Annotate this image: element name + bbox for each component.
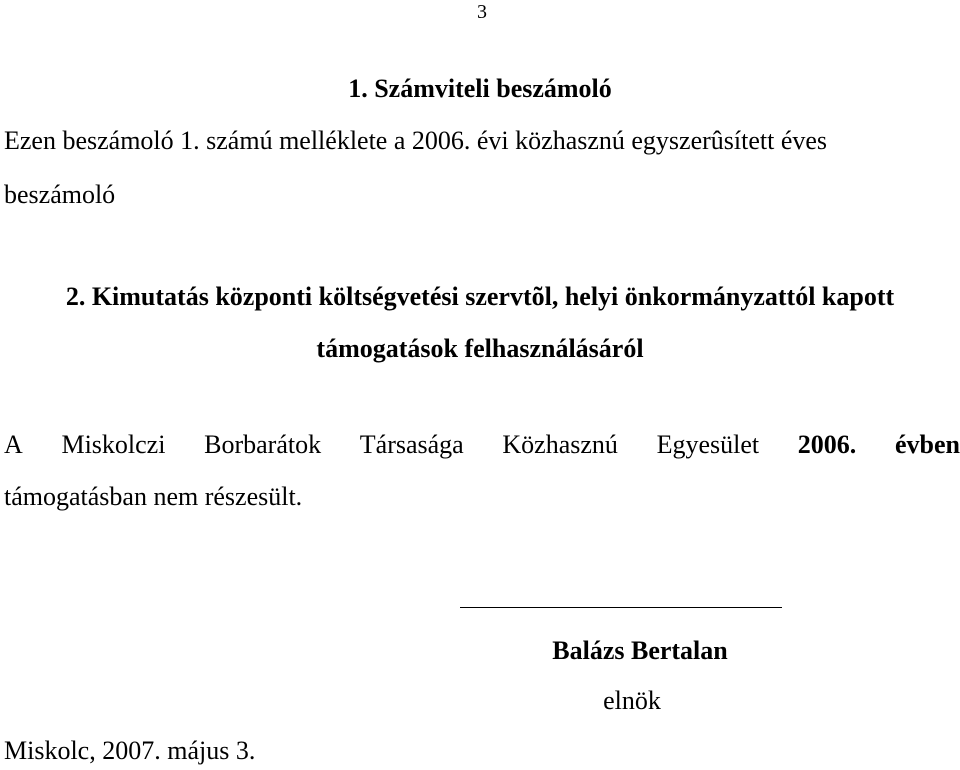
signatory-name: Balázs Bertalan bbox=[552, 636, 728, 665]
section-1-text-line-2: beszámoló bbox=[4, 180, 116, 209]
body-word: A bbox=[4, 430, 23, 459]
section-1-text-line-1: Ezen beszámoló 1. számú melléklete a 2006. évi közhasznú egyszerûsített éves bbox=[4, 126, 828, 155]
body-word: Borbarátok bbox=[204, 430, 322, 459]
section-2-text-line-1 bbox=[4, 430, 960, 460]
body-word-bold-year: 2006. bbox=[797, 430, 857, 459]
section-2-title-line-2: támogatások felhasználásáról bbox=[316, 334, 644, 363]
place-and-date: Miskolc, 2007. május 3. bbox=[4, 736, 256, 765]
section-2-text-line-2: támogatásban nem részesült. bbox=[4, 482, 303, 511]
signatory-title: elnök bbox=[603, 686, 661, 715]
body-word-bold: évben bbox=[894, 430, 960, 459]
body-word: Egyesület bbox=[656, 430, 760, 459]
signature-line bbox=[460, 607, 782, 608]
section-2-title-line-1: 2. Kimutatás központi költségvetési szervtõl, helyi önkormányzattól kapott bbox=[65, 282, 895, 311]
page-number: 3 bbox=[477, 1, 487, 23]
section-1-title: 1. Számviteli beszámoló bbox=[348, 74, 612, 103]
body-word: Miskolczi bbox=[61, 430, 166, 459]
body-word: Társasága bbox=[359, 430, 464, 459]
body-word: Közhasznú bbox=[502, 430, 618, 459]
